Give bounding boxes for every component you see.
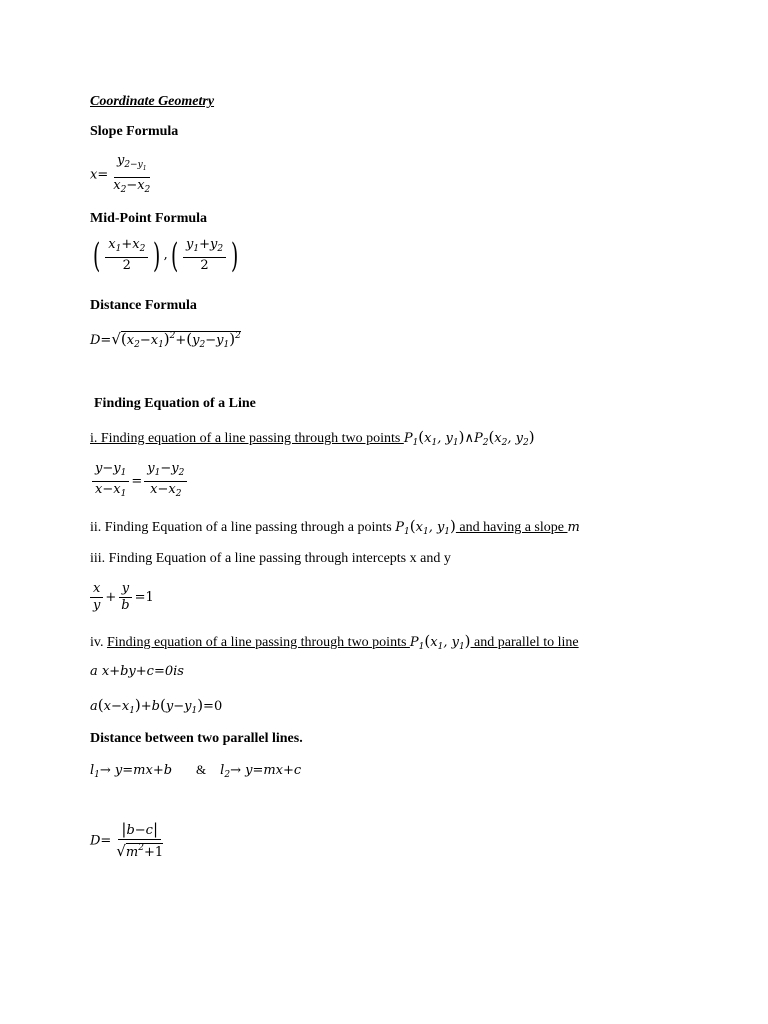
slope-num-sub2: y [137, 160, 143, 170]
distance-formula: $D=√(x_2-x_1)^2+(y_2-y_1)^2$ [90, 330, 241, 350]
item1-line: i. Finding equation of a line passing through two points $P_1(x_1$, $y_1)\wedge P_2(x_2$, $y_2$) [90, 428, 535, 448]
item4-tail: and parallel to line [470, 635, 579, 650]
midpoint-frac-x: $\frac{x_1+x_2}{2}$ [105, 238, 148, 273]
slope-formula [90, 154, 155, 197]
parallel-distance: D= $\frac{|b-c|}{√m^2+1}$ [90, 820, 164, 860]
sqrt-icon: √ [116, 842, 126, 860]
sqrt-icon: √ [111, 330, 121, 348]
slope-num-sub3: 1 [142, 165, 147, 172]
item2-tail: and having a slope [455, 520, 568, 535]
midpoint-frac-y: $\frac{y_1+y_2}{2}$ [183, 238, 226, 273]
item1-text: i. Finding equation of a line passing through two points [90, 431, 404, 446]
slope-den: x [113, 178, 121, 193]
item3-equation: $\frac{x}{y}$ + $\frac{y}{b}$ =1 [90, 582, 154, 613]
midpoint-sep: , [163, 247, 168, 263]
slope-den-mid: −x [126, 178, 145, 193]
midpoint-heading: Mid-Point Formula [90, 211, 208, 226]
parallel-heading: Distance between two parallel lines. [90, 731, 303, 746]
slope-num: y [116, 153, 125, 168]
slope-den-sub: 2 [120, 185, 127, 195]
item3-text: iii. Finding Equation of a line passing through intercepts x and y [90, 551, 451, 566]
slope-num-sub: 2− [124, 160, 138, 170]
midpoint-formula: ( $\frac{x_1+x_2}{2}$ ) ,( $\frac{y_1+y_2}{2}$ ) [92, 235, 239, 276]
item4-line: iv. Finding equation of a line passing through two points $P_1(x_1$, $y_1$) and parallel to line [90, 632, 579, 652]
line-section-heading: Finding Equation of a Line [94, 396, 256, 411]
item2-slope-m: m [567, 520, 580, 535]
item2-line: ii. Finding Equation of a line passing through a points $P_1(x_1$, $y_1$) and having a slope m [90, 517, 580, 537]
page-title: Coordinate Geometry [90, 94, 215, 109]
parallel-lines: $l_1\to y=mx+b$ & $l_2\to y=mx+c$ [90, 762, 302, 780]
slope-heading: Slope Formula [90, 124, 179, 139]
slope-den-sub2: 2 [144, 185, 151, 195]
slope-lhs: x= [90, 167, 109, 183]
item2-text: ii. Finding Equation of a line passing through a points [90, 520, 396, 535]
item4-text: Finding equation of a line passing through two points [106, 635, 410, 650]
item1-equation: $\frac{y-y_1}{x-x_1}$ = $\frac{y_1-y_2}{x-x_2}$ [90, 462, 189, 501]
distance-heading: Distance Formula [90, 298, 197, 313]
slope-fraction [110, 154, 153, 197]
item4-result: $a(x-x_1)+b(y-y_1)=0$ [90, 696, 223, 716]
item4-line-equation: a x+by+c=0is [90, 664, 184, 679]
